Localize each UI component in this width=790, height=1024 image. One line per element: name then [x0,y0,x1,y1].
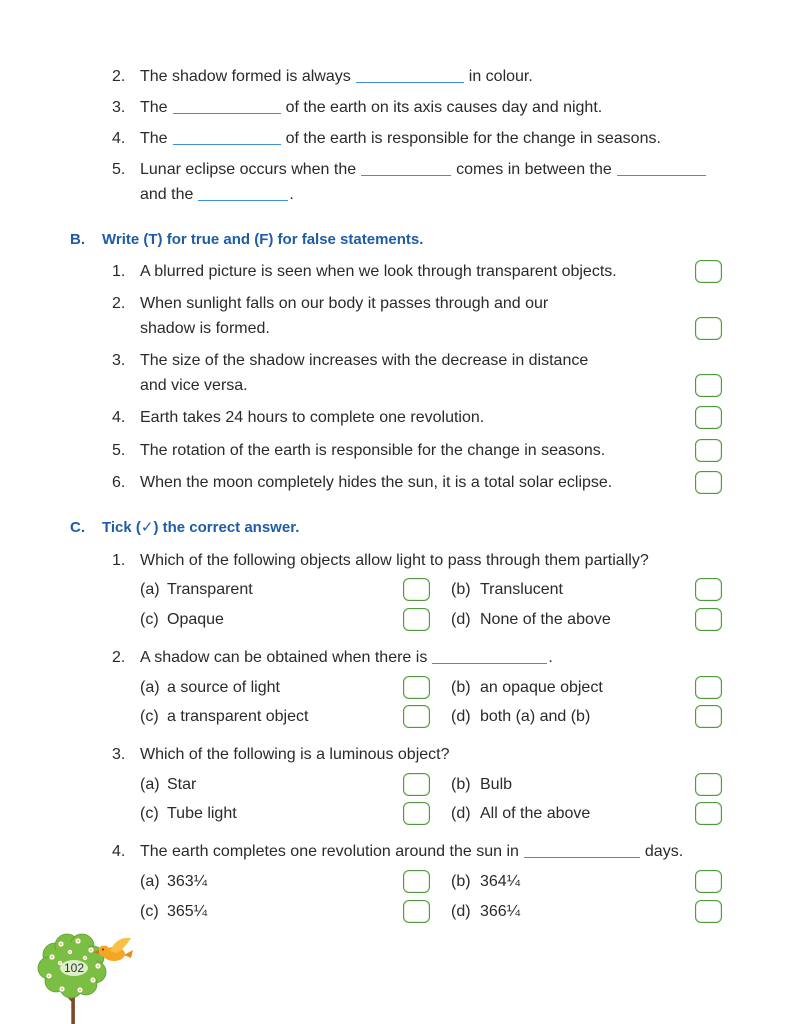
text-segment: and the [140,186,194,203]
text-segment: The shadow formed is always [140,68,351,85]
option-label: (d) [451,611,471,628]
section-title: Write (T) for true and (F) for false statements. [102,231,424,248]
mcq-question [0,551,790,571]
option-text: Translucent [480,581,563,598]
option-label: (d) [451,708,471,725]
option-text: Star [167,776,197,793]
text-segment: . [548,649,553,666]
statement-text: The rotation of the earth is responsible for the change in seasons. [140,442,606,459]
option-text: 363¼ [167,873,208,890]
answer-blank [432,648,547,664]
question-text: Which of the following is a luminous object? [140,746,450,763]
statement-text: The size of the shadow increases with the decrease in distance [140,352,589,369]
item-text [140,185,294,205]
page-footer-illustration [0,920,160,1024]
item-text [140,129,661,149]
text-segment: The earth completes one revolution around the sun in [140,843,519,860]
answer-blank [198,185,288,201]
mcq-question [0,745,790,765]
question-number: 2. [112,649,126,666]
answer-blank [173,129,281,145]
text-segment: comes in between the [456,161,612,178]
text-segment: of the earth on its axis causes day and night. [285,99,603,116]
option-label: (d) [451,903,471,920]
true-false-item [0,473,790,493]
option-label: (a) [140,679,160,696]
option-label: (a) [140,776,160,793]
option-text: Transparent [167,581,253,598]
true-false-item [0,408,790,428]
text-segment: The [140,130,168,147]
mcq-question [0,842,790,862]
item-number: 2. [112,295,126,312]
statement-text: When the moon completely hides the sun, it is a total solar eclipse. [140,474,613,491]
answer-box [403,870,430,893]
answer-box [695,406,722,429]
answer-box [695,317,722,340]
option-text: both (a) and (b) [480,708,591,725]
option-text: Opaque [167,611,224,628]
item-text [140,98,602,118]
answer-box [403,705,430,728]
mcq-question [0,648,790,668]
item-text [140,160,711,180]
answer-box [695,578,722,601]
true-false-item-continuation [0,376,790,396]
text-segment: days. [644,843,684,860]
item-number: 2. [112,68,126,85]
option-text: an opaque object [480,679,603,696]
page-number: 102 [63,961,85,975]
question-number: 4. [112,843,126,860]
statement-text: shadow is formed. [140,320,270,337]
option-label: (b) [451,679,471,696]
option-text: 366¼ [480,903,521,920]
question-number: 3. [112,746,126,763]
item-number: 5. [112,442,126,459]
answer-box [403,608,430,631]
option-label: (c) [140,708,159,725]
item-number: 5. [112,161,126,178]
text-segment: Lunar eclipse occurs when the [140,161,357,178]
item-number: 1. [112,263,126,280]
answer-box [403,676,430,699]
option-text: Bulb [480,776,513,793]
statement-text: When sunlight falls on our body it passes through and our [140,295,549,312]
statement-text: and vice versa. [140,377,248,394]
option-label: (d) [451,805,471,822]
answer-box [695,374,722,397]
text-segment: in colour. [468,68,533,85]
answer-box [695,471,722,494]
section-letter: B. [70,231,85,248]
option-row [0,902,790,922]
fill-blank-item [0,98,790,118]
option-text: None of the above [480,611,611,628]
item-number: 4. [112,409,126,426]
answer-box [695,676,722,699]
option-text: 364¼ [480,873,521,890]
true-false-item-continuation [0,319,790,339]
answer-box [403,578,430,601]
answer-box [695,870,722,893]
statement-text: Earth takes 24 hours to complete one revolution. [140,409,485,426]
fill-blank-item [0,160,790,180]
item-number: 3. [112,99,126,116]
option-row [0,775,790,795]
answer-box [695,900,722,923]
section-b-heading [0,230,790,250]
option-row [0,804,790,824]
true-false-item [0,262,790,282]
answer-blank [524,842,640,858]
true-false-item [0,441,790,461]
option-text: a source of light [167,679,280,696]
option-label: (c) [140,903,159,920]
option-label: (b) [451,776,471,793]
item-number: 4. [112,130,126,147]
answer-box [695,773,722,796]
option-label: (c) [140,805,159,822]
question-text [140,648,553,668]
statement-text: A blurred picture is seen when we look through transparent objects. [140,263,617,280]
answer-blank [356,67,464,83]
answer-box [695,439,722,462]
answer-box [403,773,430,796]
option-row [0,707,790,727]
text-segment: of the earth is responsible for the change in seasons. [285,130,661,147]
option-label: (b) [451,873,471,890]
text-segment: A shadow can be obtained when there is [140,649,428,666]
option-row [0,610,790,630]
fill-blank-item [0,67,790,87]
item-number: 3. [112,352,126,369]
question-number: 1. [112,552,126,569]
text-segment: . [289,186,294,203]
answer-box [695,705,722,728]
option-text: 365¼ [167,903,208,920]
tree-icon [38,934,106,1024]
section-c-heading [0,518,790,538]
true-false-item [0,351,790,371]
option-text: a transparent object [167,708,309,725]
text-segment: The [140,99,168,116]
option-label: (a) [140,581,160,598]
option-text: All of the above [480,805,591,822]
answer-blank [361,160,451,176]
option-text: Tube light [167,805,237,822]
question-text [140,842,683,862]
option-row [0,678,790,698]
answer-box [695,802,722,825]
section-title: Tick (✓) the correct answer. [102,519,300,536]
answer-blank [173,98,281,114]
true-false-item [0,294,790,314]
option-row [0,580,790,600]
answer-box [695,260,722,283]
item-number: 6. [112,474,126,491]
answer-box [403,802,430,825]
answer-blank [617,160,706,176]
fill-blank-item-continuation [0,185,790,205]
option-label: (a) [140,873,160,890]
question-text: Which of the following objects allow light to pass through them partially? [140,552,649,569]
option-row [0,872,790,892]
answer-box [695,608,722,631]
answer-box [403,900,430,923]
option-label: (c) [140,611,159,628]
option-label: (b) [451,581,471,598]
section-letter: C. [70,519,85,536]
fill-blank-item [0,129,790,149]
item-text [140,67,533,87]
